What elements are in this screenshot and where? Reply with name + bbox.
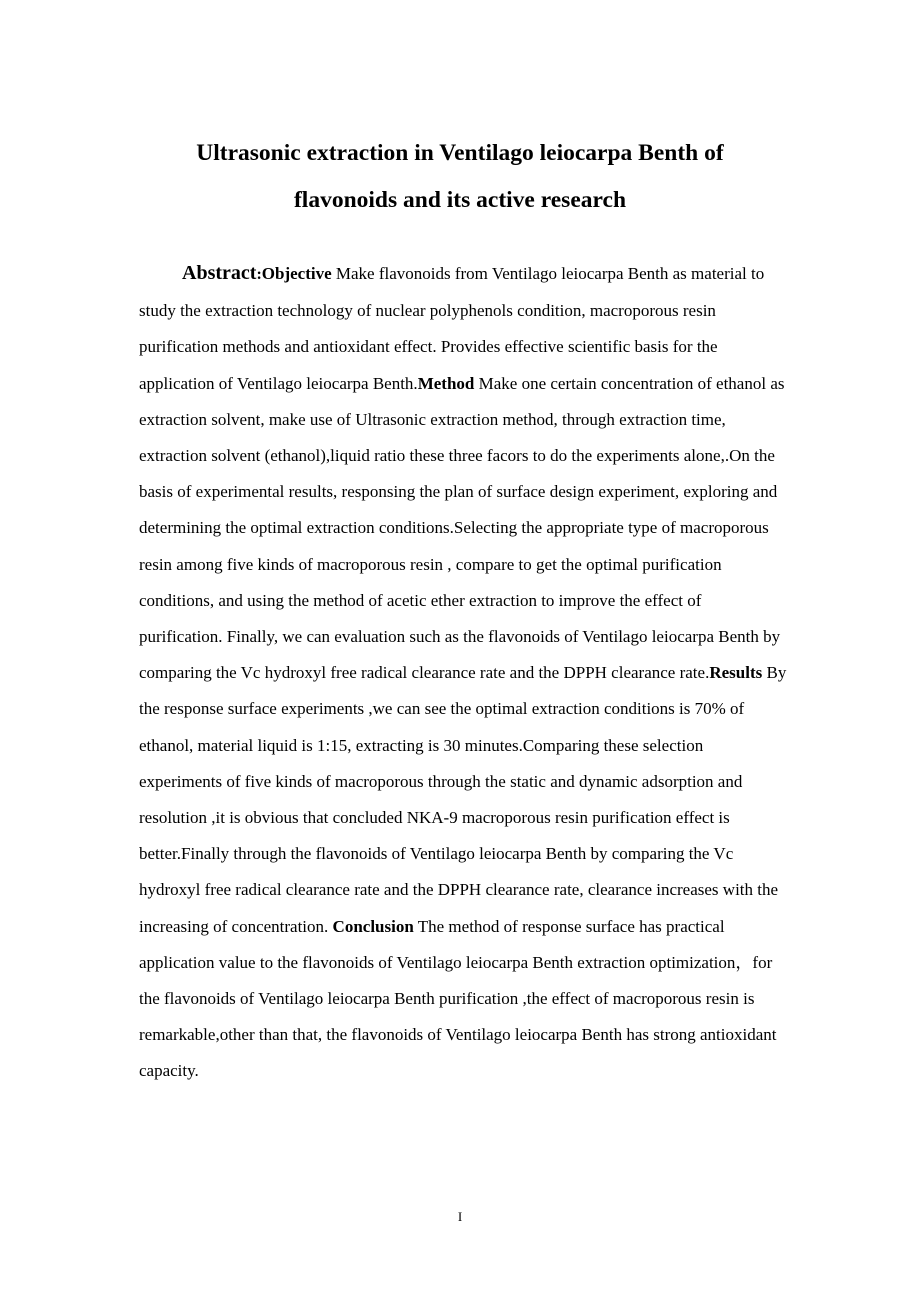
page-number: I — [457, 1209, 463, 1224]
page-title-line-1: Ultrasonic extraction in Ventilago leiocarpa Benth of — [196, 140, 724, 166]
abstract-label: Abstract — [182, 262, 257, 284]
objective-text: Make flavonoids from Ventilago leiocarpa Benth as material to study the extraction technology of nuclear polyphenols condition, macroporous resin purification methods and antioxidant effect. Provides effective scientific basis for the application of Ventilago leiocarpa Benth. — [139, 264, 765, 393]
conclusion-text: The method of response surface has practical application value to the flavonoids of Ventilago leiocarpa Benth extraction optimization，for the flavonoids of Ventilago leiocarpa Benth purification ,the effect of macroporous resin is remarkable,other than that, the flavonoids of Ventilago leiocarpa Benth has strong antioxidant capacity. — [139, 916, 777, 1081]
objective-label: Objective — [261, 264, 332, 283]
results-label: Results — [709, 663, 763, 683]
method-label: Method — [417, 373, 475, 393]
results-text: By the response surface experiments ,we can see the optimal extraction conditions is 70% of ethanol, material liquid is 1:15, extracting is 30 minutes.Comparing these selection experiments of five kinds of macroporous through the static and dynamic adsorption and resolution ,it is obvious that concluded NKA-9 macroporous resin purification effect is better.Finally through the flavonoids of Ventilago leiocarpa Benth by comparing the Vc hydroxyl free radical clearance rate and the DPPH clearance rate, clearance increases with the increasing of concentration. — [139, 663, 787, 936]
method-text: Make one certain concentration of ethanol as extraction solvent, make use of Ultrasonic extraction method, through extraction time, extraction solvent (ethanol),liquid ratio these three facors to do the experiments alone,.On the basis of experimental results, responsing the plan of surface design experiment, exploring and determining the optimal extraction conditions.Selecting the appropriate type of macroporous resin among five kinds of macroporous resin , compare to get the optimal purification conditions, and using the method of acetic ether extraction to improve the effect of purification. Finally, we can evaluation such as the flavonoids of Ventilago leiocarpa Benth by comparing the Vc hydroxyl free radical clearance rate and the DPPH clearance rate. — [139, 373, 785, 683]
abstract-paragraph — [139, 255, 789, 1090]
page-title-line-2: flavonoids and its active research — [293, 187, 627, 213]
conclusion-label: Conclusion — [332, 916, 414, 936]
abstract-colon: : — [256, 266, 262, 283]
